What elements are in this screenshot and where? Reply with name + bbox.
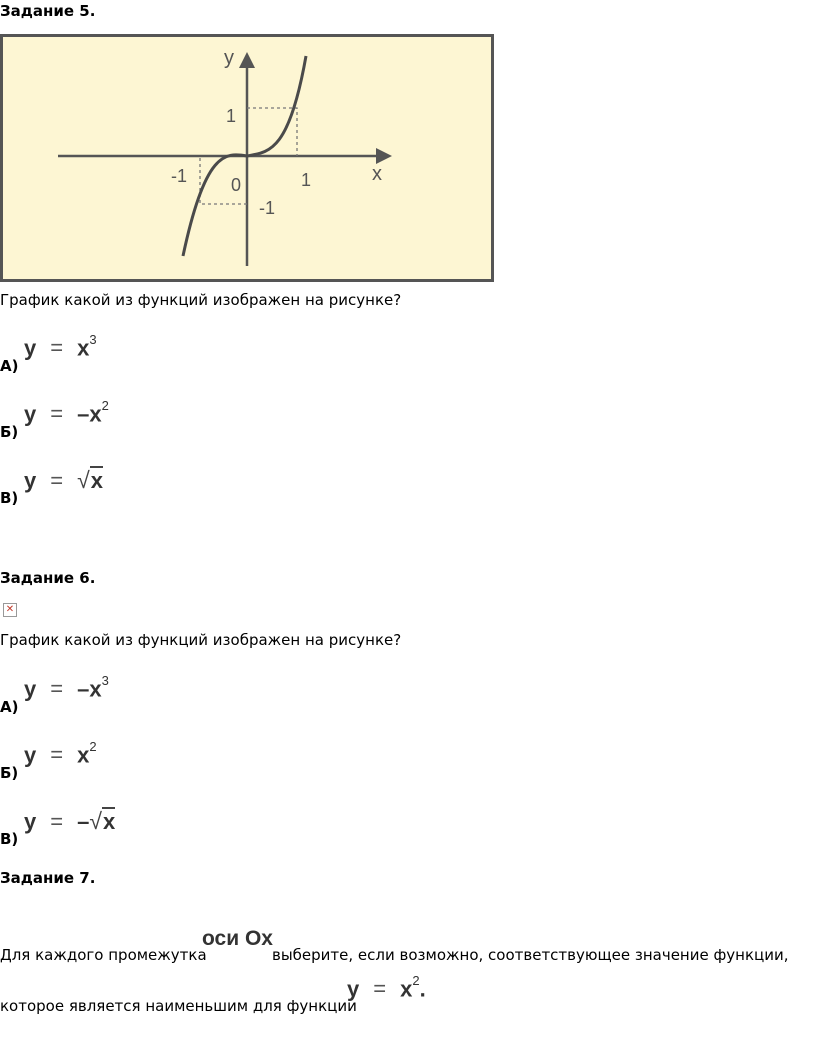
sqrt-symbol: √ — [77, 467, 90, 493]
task5-question: График какой из функций изображен на рисунке? — [0, 291, 402, 309]
y-axis-label: y — [224, 47, 234, 69]
origin-label: 0 — [231, 175, 242, 195]
task6-title: Задание 6. — [0, 569, 96, 587]
y-tick-one: 1 — [226, 106, 237, 126]
task5-title: Задание 5. — [0, 2, 96, 20]
task5-option-c-letter: В) — [0, 489, 19, 507]
x-tick-one: 1 — [301, 170, 312, 190]
y-tick-minus-one: -1 — [259, 198, 276, 218]
task6-option-c-formula: y = –√x — [24, 808, 116, 834]
task5-option-b-formula: $y = -x^2$ — [24, 398, 109, 427]
task5-graph — [0, 34, 494, 286]
broken-image-icon: ✕ — [3, 603, 17, 617]
task6-question: График какой из функций изображен на рисунке? — [0, 631, 402, 649]
task7-title: Задание 7. — [0, 869, 96, 887]
task5-option-a-formula: $y = x^3$ — [24, 332, 97, 361]
task5-option-b-letter: Б) — [0, 423, 19, 441]
task6-option-a-letter: А) — [0, 698, 19, 716]
task7-text-line2: которое является наименьшим для функции — [0, 997, 357, 1015]
task7-text-after: выберите, если возможно, соответствующее значение функции, — [272, 946, 789, 964]
task6-option-a-formula: $y = -x^3$ — [24, 673, 109, 702]
task7-axis-term: оси Ox — [202, 927, 273, 950]
task5-option-a-letter: А) — [0, 357, 19, 375]
task7-text-before: Для каждого промежутка — [0, 946, 207, 964]
x-axis-label: x — [372, 163, 382, 185]
x-tick-minus-one: -1 — [171, 166, 188, 186]
task6-option-b-letter: Б) — [0, 764, 19, 782]
task5-option-c-formula: y = √x — [24, 467, 103, 493]
task6-option-c-letter: В) — [0, 830, 19, 848]
sqrt-symbol: √ — [89, 808, 102, 834]
task7-formula: $y = x^2$. — [347, 973, 426, 1002]
task6-option-b-formula: $y = x^2$ — [24, 739, 97, 768]
